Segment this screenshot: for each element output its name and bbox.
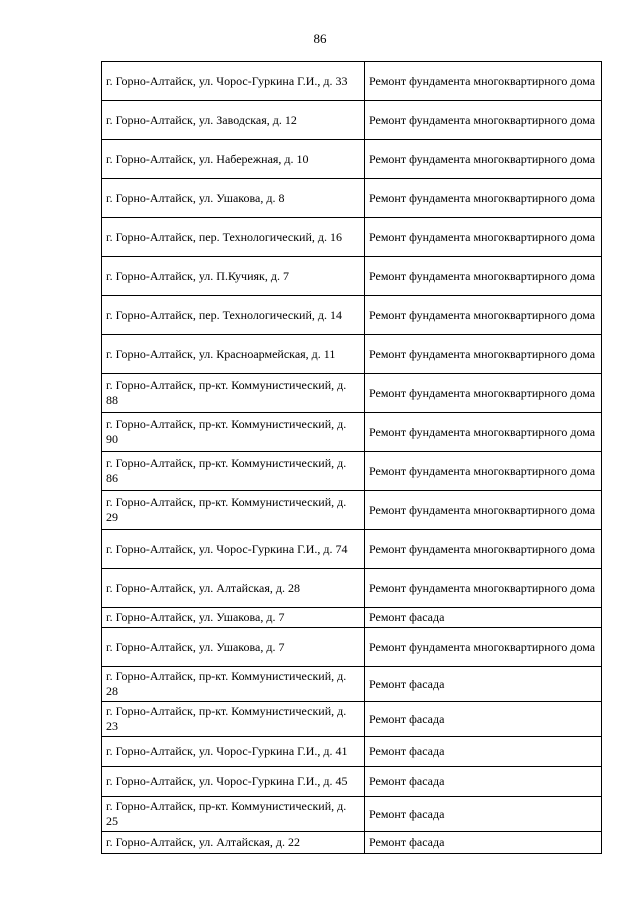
table-row — [102, 628, 602, 667]
address-cell: г. Горно-Алтайск, пер. Технологический, д. 14 — [102, 296, 365, 335]
work-type-cell: Ремонт фундамента многоквартирного дома — [365, 218, 602, 257]
work-type-cell: Ремонт фундамента многоквартирного дома — [365, 62, 602, 101]
table-row — [102, 179, 602, 218]
address-cell: г. Горно-Алтайск, ул. Чорос-Гуркина Г.И., д. 74 — [102, 530, 365, 569]
work-type-cell: Ремонт фасада — [365, 767, 602, 797]
work-type-cell: Ремонт фасада — [365, 797, 602, 832]
table-row — [102, 452, 602, 491]
address-cell: г. Горно-Алтайск, ул. Заводская, д. 12 — [102, 101, 365, 140]
work-type-cell: Ремонт фундамента многоквартирного дома — [365, 413, 602, 452]
table-row — [102, 569, 602, 608]
address-cell: г. Горно-Алтайск, пер. Технологический, д. 16 — [102, 218, 365, 257]
work-type-cell: Ремонт фундамента многоквартирного дома — [365, 491, 602, 530]
table-row — [102, 257, 602, 296]
address-cell: г. Горно-Алтайск, ул. Алтайская, д. 28 — [102, 569, 365, 608]
address-cell: г. Горно-Алтайск, пр-кт. Коммунистический, д. 90 — [102, 413, 365, 452]
work-type-cell: Ремонт фундамента многоквартирного дома — [365, 179, 602, 218]
work-type-cell: Ремонт фундамента многоквартирного дома — [365, 530, 602, 569]
table-row — [102, 140, 602, 179]
address-cell: г. Горно-Алтайск, ул. Чорос-Гуркина Г.И., д. 41 — [102, 737, 365, 767]
address-cell: г. Горно-Алтайск, ул. Красноармейская, д. 11 — [102, 335, 365, 374]
works-table — [101, 61, 602, 854]
table-row — [102, 101, 602, 140]
address-cell: г. Горно-Алтайск, пр-кт. Коммунистический, д. 88 — [102, 374, 365, 413]
address-cell: г. Горно-Алтайск, ул. Алтайская, д. 22 — [102, 832, 365, 854]
address-cell: г. Горно-Алтайск, ул. П.Кучияк, д. 7 — [102, 257, 365, 296]
work-type-cell: Ремонт фундамента многоквартирного дома — [365, 452, 602, 491]
table-row — [102, 530, 602, 569]
table-row — [102, 491, 602, 530]
address-cell: г. Горно-Алтайск, пр-кт. Коммунистический, д. 23 — [102, 702, 365, 737]
table-row — [102, 218, 602, 257]
work-type-cell: Ремонт фундамента многоквартирного дома — [365, 296, 602, 335]
table-row — [102, 767, 602, 797]
work-type-cell: Ремонт фасада — [365, 737, 602, 767]
table-row — [102, 797, 602, 832]
table-row — [102, 832, 602, 854]
address-cell: г. Горно-Алтайск, ул. Чорос-Гуркина Г.И., д. 33 — [102, 62, 365, 101]
work-type-cell: Ремонт фундамента многоквартирного дома — [365, 140, 602, 179]
table-row — [102, 667, 602, 702]
work-type-cell: Ремонт фундамента многоквартирного дома — [365, 335, 602, 374]
address-cell: г. Горно-Алтайск, ул. Чорос-Гуркина Г.И., д. 45 — [102, 767, 365, 797]
table-row — [102, 413, 602, 452]
address-cell: г. Горно-Алтайск, пр-кт. Коммунистический, д. 25 — [102, 797, 365, 832]
work-type-cell: Ремонт фасада — [365, 702, 602, 737]
address-cell: г. Горно-Алтайск, ул. Ушакова, д. 7 — [102, 608, 365, 628]
table-row — [102, 374, 602, 413]
address-cell: г. Горно-Алтайск, пр-кт. Коммунистический, д. 29 — [102, 491, 365, 530]
work-type-cell: Ремонт фундамента многоквартирного дома — [365, 569, 602, 608]
work-type-cell: Ремонт фасада — [365, 832, 602, 854]
work-type-cell: Ремонт фундамента многоквартирного дома — [365, 374, 602, 413]
work-type-cell: Ремонт фундамента многоквартирного дома — [365, 101, 602, 140]
address-cell: г. Горно-Алтайск, пр-кт. Коммунистический, д. 86 — [102, 452, 365, 491]
address-cell: г. Горно-Алтайск, ул. Набережная, д. 10 — [102, 140, 365, 179]
table-row — [102, 702, 602, 737]
address-cell: г. Горно-Алтайск, ул. Ушакова, д. 7 — [102, 628, 365, 667]
table-row — [102, 737, 602, 767]
page-number: 86 — [313, 31, 327, 46]
address-cell: г. Горно-Алтайск, пр-кт. Коммунистический, д. 28 — [102, 667, 365, 702]
table-row — [102, 296, 602, 335]
work-type-cell: Ремонт фасада — [365, 608, 602, 628]
table-row — [102, 335, 602, 374]
work-type-cell: Ремонт фундамента многоквартирного дома — [365, 628, 602, 667]
work-type-cell: Ремонт фасада — [365, 667, 602, 702]
table-row — [102, 62, 602, 101]
table-row — [102, 608, 602, 628]
work-type-cell: Ремонт фундамента многоквартирного дома — [365, 257, 602, 296]
address-cell: г. Горно-Алтайск, ул. Ушакова, д. 8 — [102, 179, 365, 218]
